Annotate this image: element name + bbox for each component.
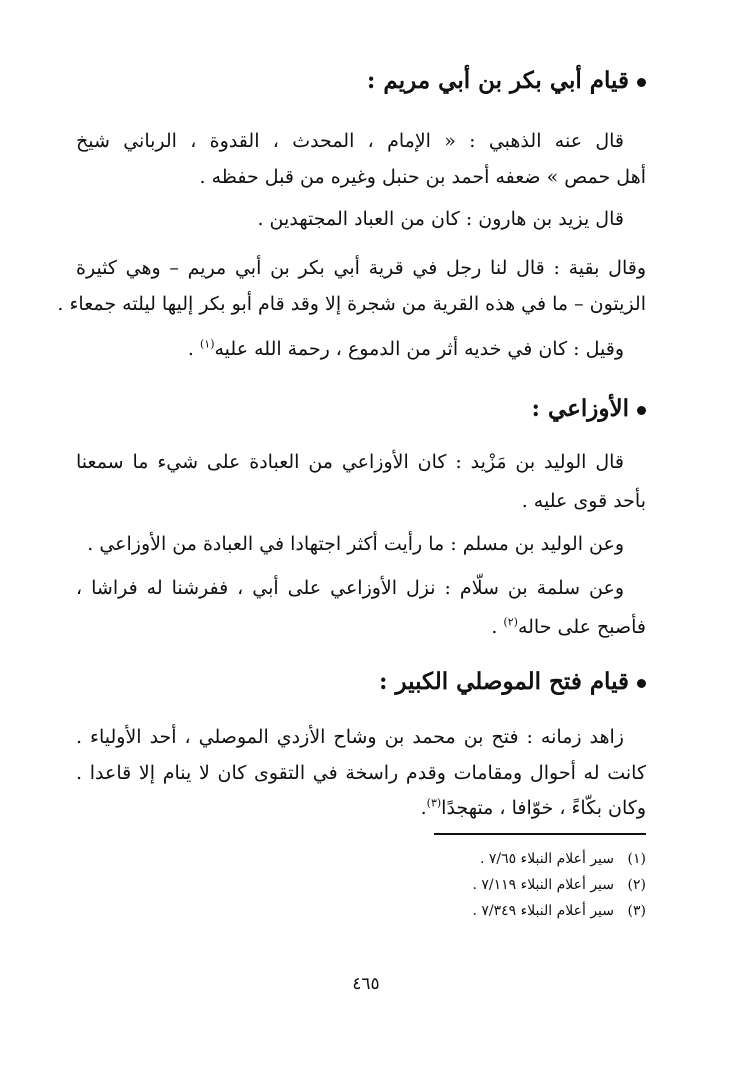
line-tail: .	[420, 797, 427, 819]
footnote-number: (٢)	[627, 877, 646, 893]
paragraph-line: وعن سلمة بن سلّام : نزل الأوزاعي على أبي ، ففرشنا له فراشا ،	[76, 577, 624, 599]
paragraph-line: قال يزيد بن هارون : كان من العباد المجتهدين .	[257, 208, 624, 230]
paragraph-line-text: وكان بكّاءً ، خوّافا ، متهجدًا	[441, 797, 646, 819]
footnote-separator	[434, 833, 646, 835]
paragraph-line: وعن الوليد بن مسلم : ما رأيت أكثر اجتهادا في العبادة من الأوزاعي .	[87, 533, 624, 555]
paragraph-line: كانت له أحوال ومقامات وقدم راسخة في التقوى كان لا ينام إلا قاعدا .	[76, 762, 646, 784]
footnote	[480, 848, 646, 870]
bullet-icon	[637, 78, 646, 87]
paragraph-line-with-note	[491, 612, 646, 642]
paragraph-line: قال عنه الذهبي : « الإمام ، المحدث ، القدوة ، الرباني شيخ	[76, 130, 624, 152]
paragraph-line-text: فأصبح على حاله	[517, 616, 646, 638]
paragraph-line: وقال بقية : قال لنا رجل في قرية أبي بكر بن أبي مريم – وهي كثيرة	[76, 257, 646, 279]
section-heading	[379, 667, 646, 697]
footnote-mark: (٢)	[503, 615, 518, 629]
paragraph-line-text: وقيل : كان في خديه أثر من الدموع ، رحمة الله عليه	[214, 338, 624, 360]
footnote	[472, 874, 646, 896]
footnote-mark: (١)	[199, 337, 215, 351]
line-tail: .	[187, 338, 200, 360]
footnote-number: (٣)	[627, 903, 646, 919]
paragraph-line: زاهد زمانه : فتح بن محمد بن وشاح الأزدي الموصلي ، أحد الأولياء .	[76, 726, 624, 748]
footnote-number: (١)	[627, 851, 646, 867]
paragraph-line: الزيتون – ما في هذه القرية من شجرة إلا وقد قام أبو بكر إليها ليلته جمعاء .	[57, 293, 646, 315]
bullet-icon	[637, 679, 646, 688]
footnote-mark: (٣)	[426, 796, 442, 810]
section-heading-text: قيام أبي بكر بن أبي مريم :	[366, 67, 629, 94]
bullet-icon	[637, 406, 646, 415]
paragraph-line: بأحد قوى عليه .	[521, 490, 646, 512]
footnote-text: سير أعلام النبلاء ٧/٣٤٩ .	[472, 903, 614, 919]
footnote-text: سير أعلام النبلاء ٧/٦٥ .	[479, 851, 614, 867]
footnote-text: سير أعلام النبلاء ٧/١١٩ .	[472, 877, 614, 893]
paragraph-line: قال الوليد بن مَزْيد : كان الأوزاعي من العبادة على شيء ما سمعنا	[76, 451, 624, 473]
section-heading	[367, 66, 646, 96]
section-heading-text: قيام فتح الموصلي الكبير :	[378, 668, 629, 695]
page-number: ٤٦٥	[352, 974, 380, 994]
line-tail: .	[491, 616, 504, 638]
section-heading-text: الأوزاعي :	[531, 395, 629, 422]
section-heading	[531, 394, 646, 424]
paragraph-line: أهل حمص » ضعفه أحمد بن حنبل وغيره من قبل حفظه .	[199, 166, 646, 188]
paragraph-line-with-note	[421, 793, 646, 823]
footnote	[472, 900, 646, 922]
paragraph-line-with-note	[188, 334, 624, 364]
